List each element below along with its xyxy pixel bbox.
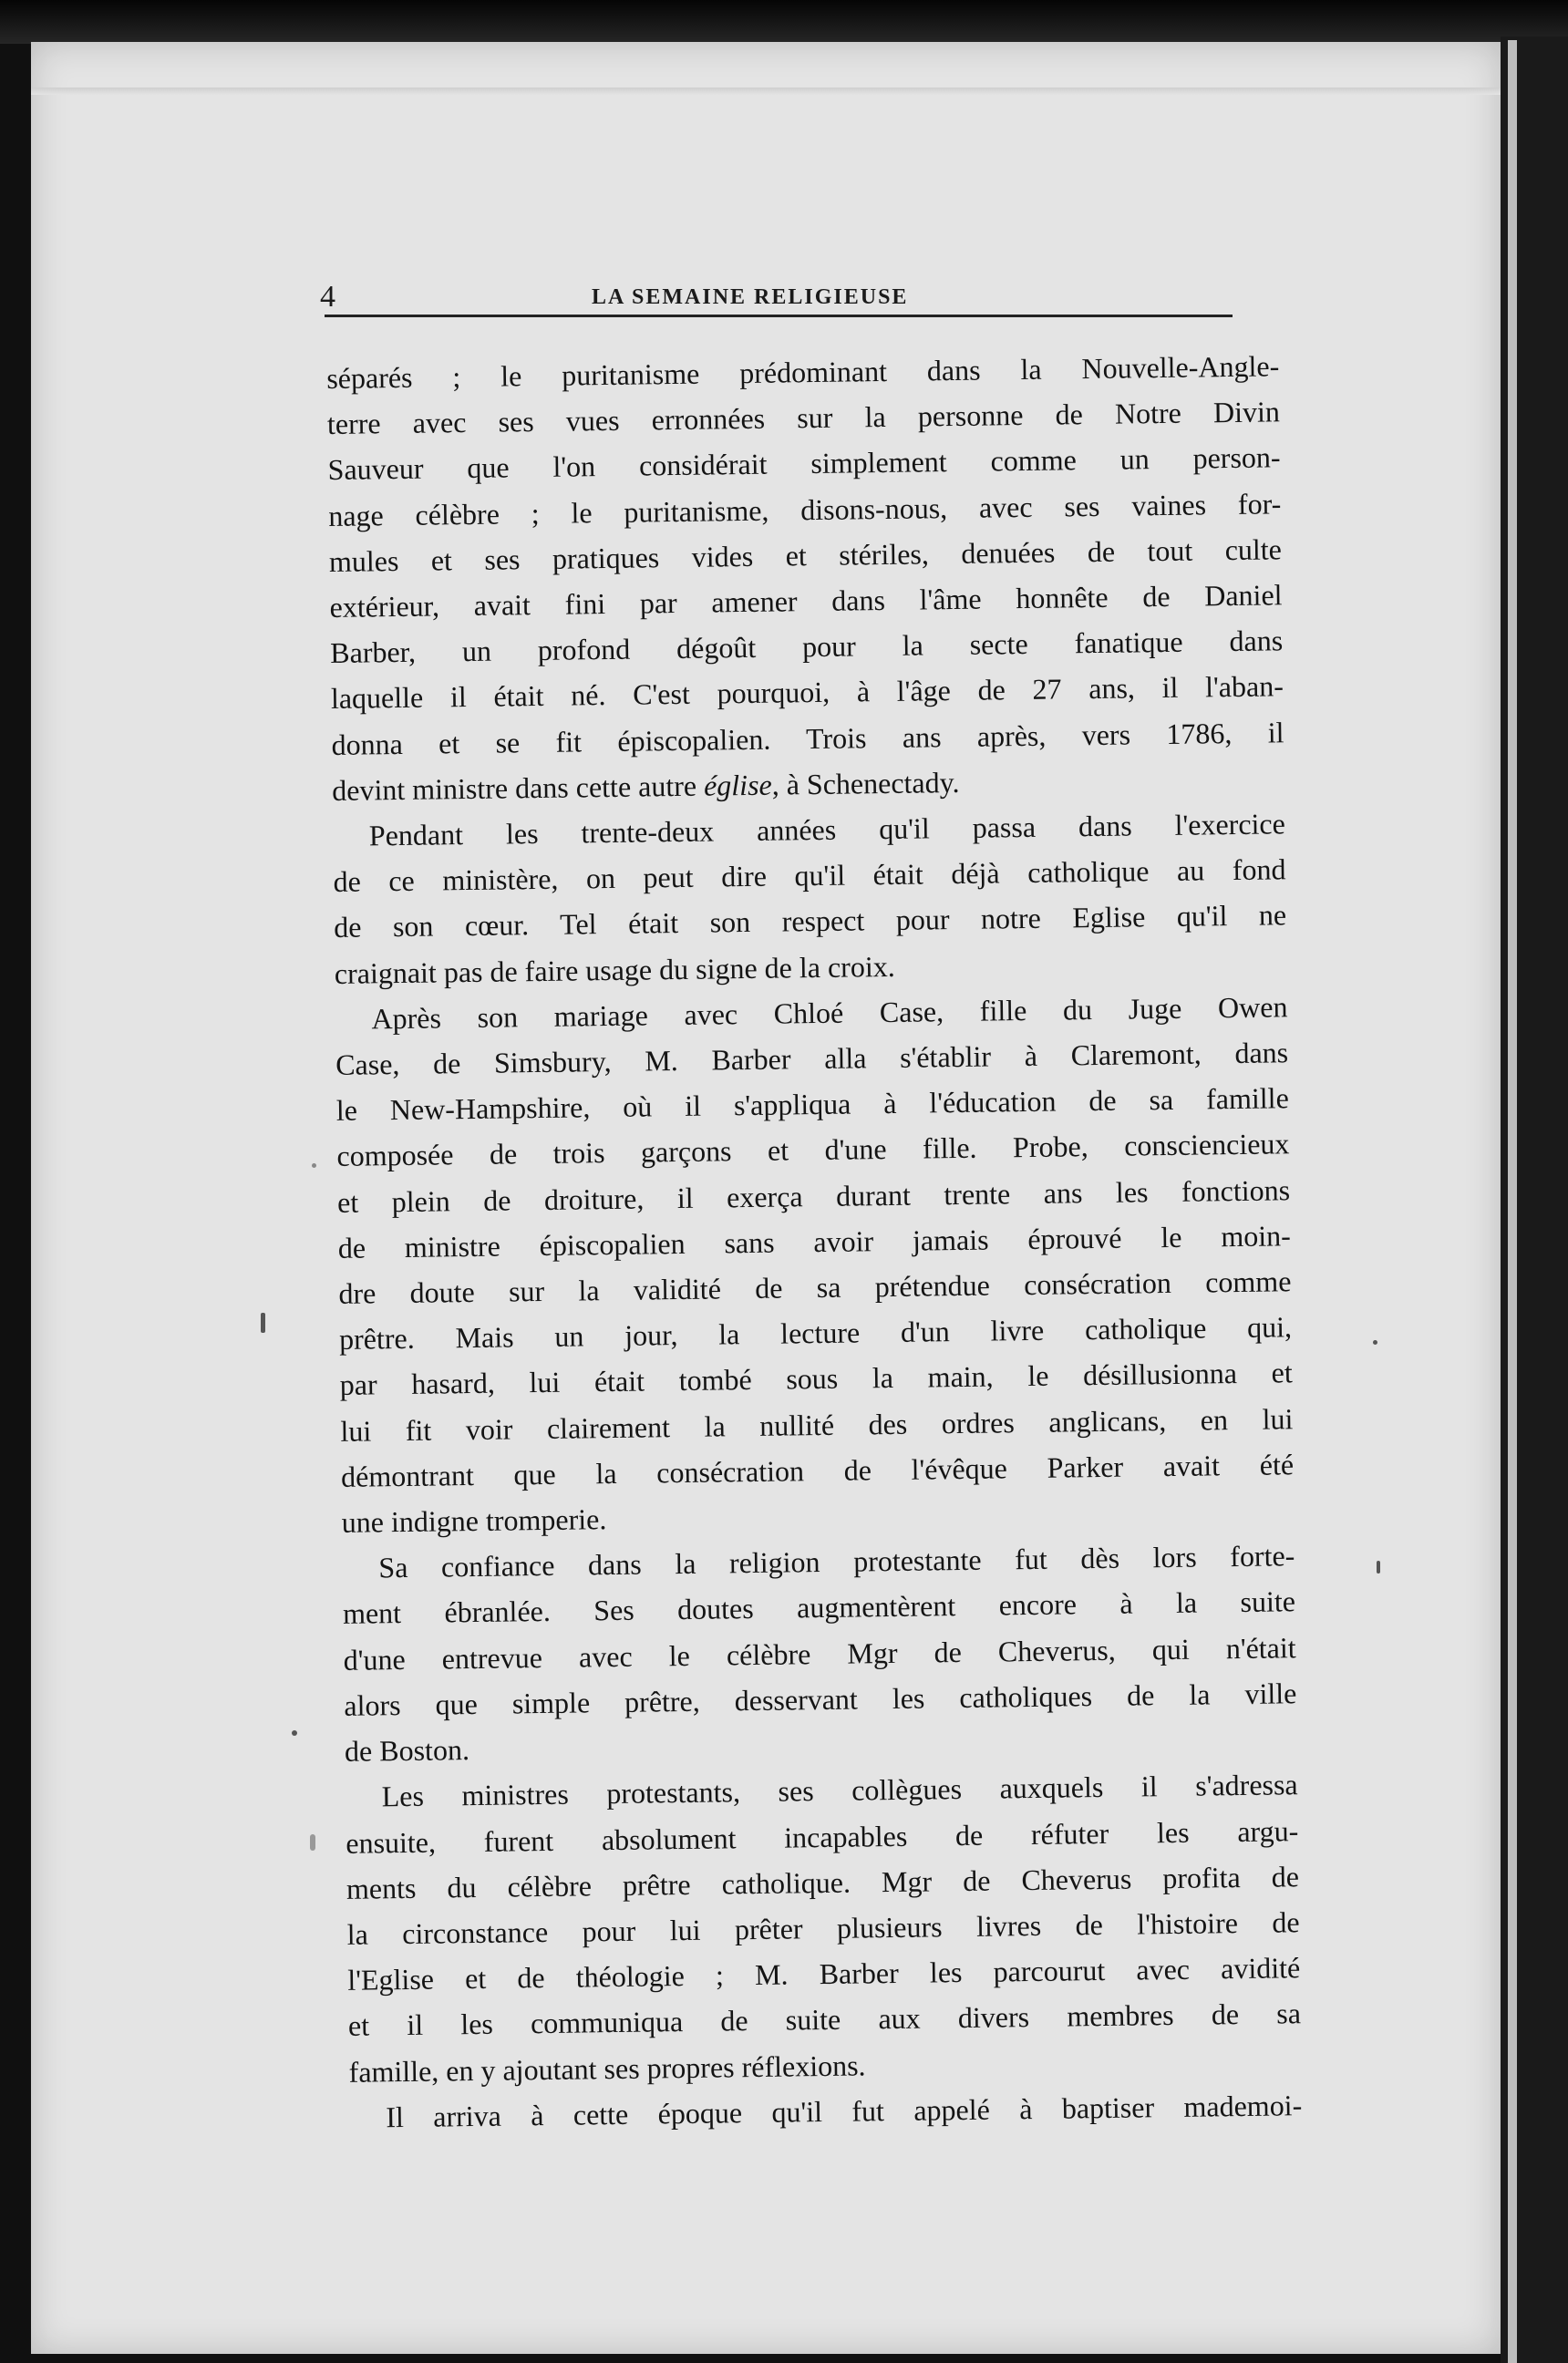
paragraph-first-line: Sa confiance dans la religion protestante fut dès lors forte- — [378, 1539, 1295, 1584]
text-line: de ce ministère, on peut dire qu'il était déjà catholique au fond — [333, 852, 1286, 899]
dust-speck — [1373, 1340, 1377, 1345]
paragraph-first-line: Pendant les trente-deux années qu'il passa dans l'exercice — [368, 807, 1286, 852]
text-line: de son cœur. Tel était son respect pour notre Eglise qu'il ne — [333, 898, 1287, 944]
text-run: , à Schenectady. — [771, 765, 960, 801]
text-line: par hasard, lui était tombé sous la main, le désillusionna et — [339, 1356, 1293, 1402]
text-run: devint ministre dans cette autre — [332, 769, 705, 807]
text-line: ensuite, furent absolument incapables de réfuter les argu- — [346, 1813, 1299, 1860]
text-line: mules et ses pratiques vides et stériles, denuées de tout culte — [328, 532, 1283, 578]
text-line: de ministre épiscopalien sans avoir jamais éprouvé le moin- — [337, 1219, 1291, 1264]
dust-speck — [310, 1834, 315, 1851]
text-line: le New-Hampshire, où il s'appliqua à l'éducation de sa famille — [335, 1081, 1289, 1128]
text-line: une indigne tromperie. — [341, 1502, 607, 1539]
page-number: 4 — [320, 280, 335, 314]
text-line: et plein de droiture, il exerça durant trente ans les fonctions — [336, 1172, 1291, 1219]
dust-speck — [312, 1163, 316, 1168]
text-line: Sauveur que l'on considérait simplement comme un person- — [327, 440, 1281, 487]
paragraph-first-line: Les ministres protestants, ses collègues auxquels il s'adressa — [381, 1768, 1298, 1813]
text-line: dre doute sur la validité de sa prétendue consécration comme — [338, 1264, 1292, 1310]
text-line: composée de trois garçons et d'une fille. Probe, consciencieux — [336, 1127, 1290, 1173]
text-line: donna et se fit épiscopalien. Trois ans après, vers 1786, il — [331, 715, 1284, 761]
text-line: de Boston. — [344, 1733, 470, 1768]
scan-top-border — [0, 0, 1568, 44]
text-line: Case, de Simsbury, M. Barber alla s'établir à Claremont, dans — [335, 1036, 1289, 1081]
text-line: ment ébranlée. Ses doutes augmentèrent encore à la suite — [342, 1584, 1296, 1631]
text-line: séparés ; le puritanisme prédominant dans la Nouvelle-Angle- — [326, 349, 1280, 395]
paragraph-first-line: Après son mariage avec Chloé Case, fille du Juge Owen — [371, 990, 1288, 1036]
text-line: craignait pas de faire usage du signe de la croix. — [334, 949, 895, 990]
dust-speck — [292, 1730, 297, 1736]
text-line: prêtre. Mais un jour, la lecture d'un livre catholique qui, — [338, 1310, 1293, 1357]
next-page-edge — [1508, 40, 1517, 2363]
dust-speck — [261, 1313, 265, 1333]
text-line: nage célèbre ; le puritanisme, disons-nous, avec ses vaines for- — [328, 486, 1282, 532]
dust-speck — [1377, 1561, 1380, 1574]
running-title: LA SEMAINE RELIGIEUSE — [592, 285, 909, 309]
text-line: l'Eglise et de théologie ; M. Barber les parcourut avec avidité — [347, 1951, 1301, 1997]
text-line: la circonstance pour lui prêter plusieurs livres de l'histoire de — [346, 1905, 1300, 1951]
header-rule — [325, 315, 1233, 317]
text-line: laquelle il était né. C'est pourquoi, à l'âge de 27 ans, il l'aban- — [330, 669, 1284, 716]
text-line: famille, en y ajoutant ses propres réflexions. — [348, 2048, 866, 2089]
text-line: démontrant que la consécration de l'évêque Parker avait été — [340, 1448, 1295, 1493]
body-text — [326, 343, 1303, 2140]
paragraph-first-line: Il arriva à cette époque qu'il fut appelé à baptiser mademoi- — [386, 2088, 1303, 2134]
italic-word: église — [703, 768, 772, 802]
text-line: d'une entrevue avec le célèbre Mgr de Cheverus, qui n'était — [343, 1630, 1296, 1677]
text-line: lui fit voir clairement la nullité des ordres anglicans, en lui — [340, 1401, 1294, 1448]
text-line: terre avec ses vues erronnées sur la personne de Notre Divin — [326, 395, 1281, 441]
text-line: ments du célèbre prêtre catholique. Mgr de Cheverus profita de — [346, 1859, 1300, 1905]
text-line: et il les communiqua de suite aux divers membres de sa — [347, 1997, 1302, 2043]
text-line: alors que simple prêtre, desservant les catholiques de la ville — [344, 1677, 1297, 1722]
text-line: extérieur, avait fini par amener dans l'âme honnête de Daniel — [329, 578, 1283, 624]
text-line: Barber, un profond dégoût pour la secte fanatique dans — [330, 624, 1284, 670]
page-top-shadow — [31, 88, 1501, 95]
